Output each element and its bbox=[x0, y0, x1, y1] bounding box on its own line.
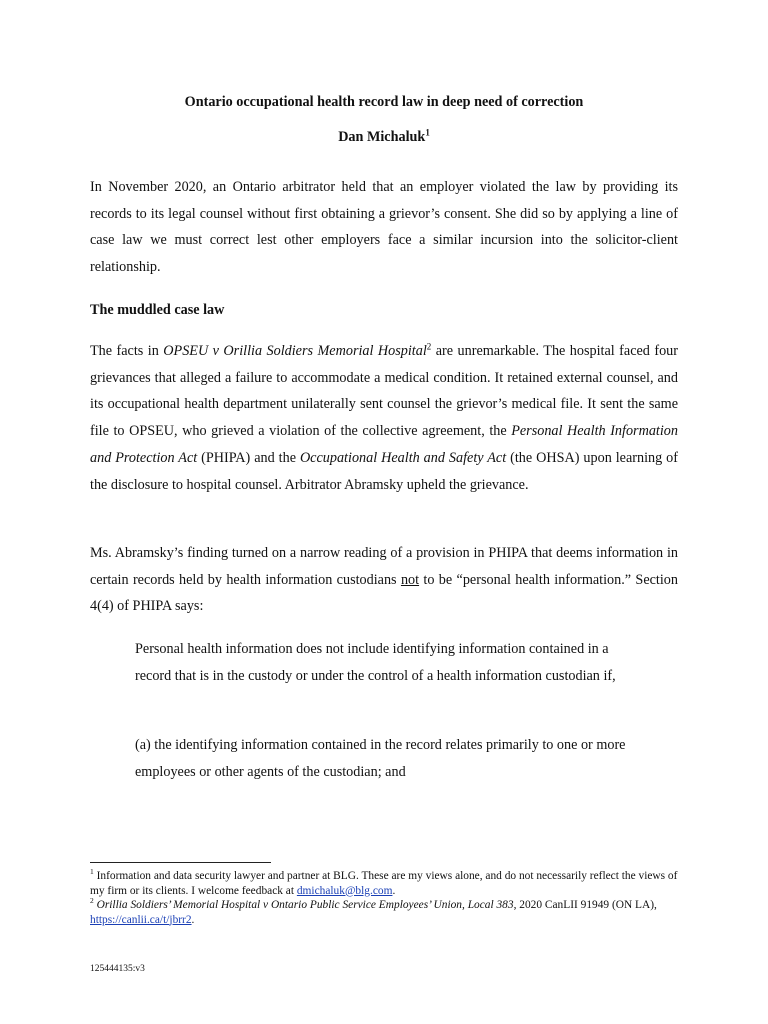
text-segment: Ms. Abramsky’s finding turned on a narrow reading of a provision in PHIPA that deems information in certain records held by health information custodians bbox=[90, 545, 678, 588]
underlined-word: not bbox=[400, 571, 420, 588]
footnote-mark-2[interactable]: 2 bbox=[426, 341, 432, 352]
paragraph-facts bbox=[90, 338, 678, 498]
author-footnote-mark[interactable]: 1 bbox=[425, 127, 430, 138]
footnote-1-text: Information and data security lawyer and partner at BLG. These are my views alone, and do not necessarily reflect the views of my firm or its clients. I welcome feedback at bbox=[90, 870, 678, 897]
footnote-divider bbox=[90, 862, 271, 863]
document-title bbox=[90, 92, 678, 112]
section-heading: The muddled case law bbox=[90, 302, 225, 318]
canlii-link[interactable]: https://canlii.ca/t/jbrr2 bbox=[90, 913, 192, 926]
text-segment: to be “personal health information.” Section 4(4) of PHIPA says: bbox=[90, 571, 678, 615]
footnote-1-mark: 1 bbox=[90, 867, 94, 877]
footnote-2-case-name: Orillia Soldiers’ Memorial Hospital v Ontario Public Service Employees’ Union, Local 383 bbox=[96, 899, 514, 911]
footnote-1 bbox=[90, 869, 680, 898]
text-segment: (PHIPA) and the bbox=[197, 449, 300, 466]
block-quote-1: Personal health information does not include identifying information contained in a record that is in the custody or under the control of a health information custodian if, bbox=[135, 641, 616, 684]
case-name: OPSEU v Orillia Soldiers Memorial Hospital bbox=[163, 343, 427, 359]
email-link[interactable]: dmichaluk@blg.com bbox=[296, 884, 393, 897]
block-quote-2: (a) the identifying information contained in the record relates primarily to one or more employees or other agents of the custodian; and bbox=[135, 737, 626, 780]
ohsa-act-name: Occupational Health and Safety Act bbox=[299, 449, 507, 466]
author-line bbox=[90, 127, 678, 147]
text-segment: . bbox=[392, 884, 396, 897]
footnotes bbox=[90, 869, 680, 927]
footnote-2 bbox=[90, 898, 680, 927]
text-segment: The facts in bbox=[90, 343, 164, 359]
phipa-act-name: Personal Health Information and Protection Act bbox=[90, 423, 678, 466]
title-text: Ontario occupational health record law in deep need of correction bbox=[184, 94, 584, 110]
author-name: Dan Michaluk bbox=[338, 129, 426, 145]
footnote-2-mark: 2 bbox=[90, 896, 94, 906]
footnote-2-citation: , 2020 CanLII 91949 (ON LA), bbox=[513, 899, 657, 911]
paragraph-finding bbox=[90, 540, 678, 620]
document-id: 125444135:v3 bbox=[90, 964, 145, 974]
text-segment: . bbox=[191, 913, 195, 926]
paragraph-intro: In November 2020, an Ontario arbitrator held that an employer violated the law by providing its records to its legal counsel without first obtaining a grievor’s consent. She did so by applying a line of case law we must correct lest other employers face a similar incursion into the solicitor-client relationship. bbox=[90, 179, 678, 276]
text-segment: are unremarkable. The hospital faced four grievances that alleged a failure to accommodate a medical condition. It retained external counsel, and its occupational health department unilaterally sent counsel the grievor’s medical file. It sent the same file to OPSEU, who grieved a violation of the collective agreement, the bbox=[90, 343, 678, 440]
text-segment: (the OHSA) upon learning of the disclosure to hospital counsel. Arbitrator Abramsky upheld the grievance. bbox=[90, 449, 678, 493]
